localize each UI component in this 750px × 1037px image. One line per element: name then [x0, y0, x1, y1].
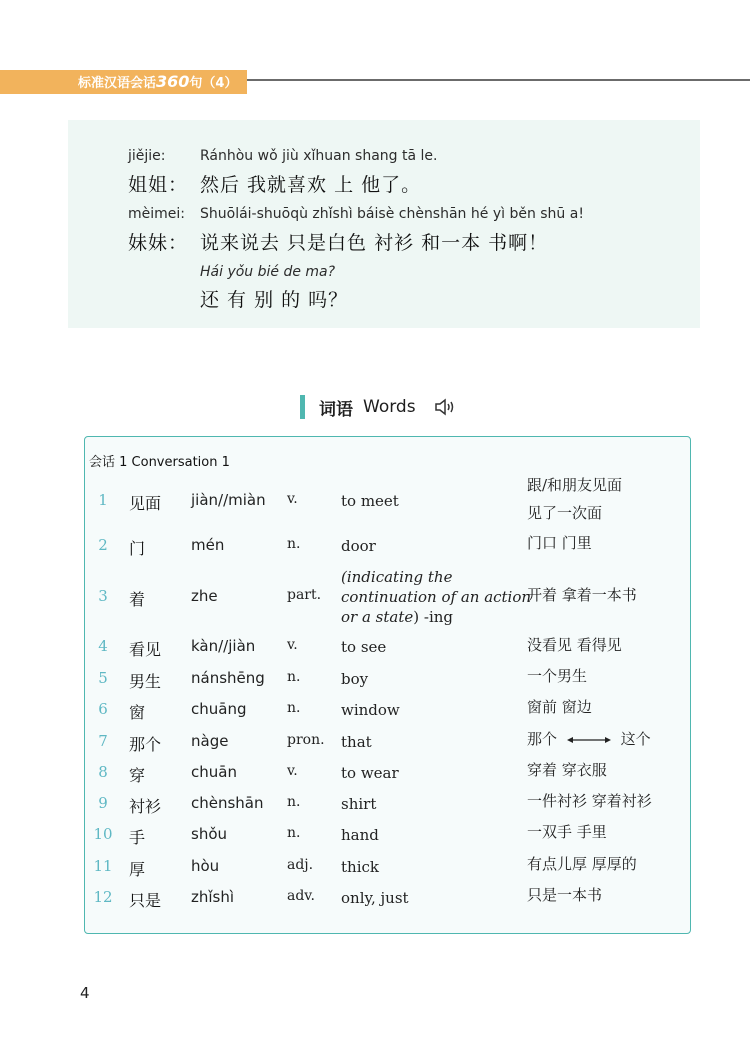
vocab-meaning: hand: [341, 826, 379, 844]
vocab-number: 12: [93, 888, 113, 906]
vocab-pos: v.: [287, 491, 298, 507]
vocab-number: 10: [93, 825, 113, 843]
vocab-number: 9: [98, 794, 108, 812]
vocab-number: 3: [98, 587, 108, 605]
vocab-meaning: window: [341, 701, 400, 719]
vocab-pinyin: zhǐshì: [191, 888, 235, 906]
vocab-number: 2: [98, 536, 108, 554]
vocab-word: 那个: [129, 735, 162, 754]
vocab-number: 7: [98, 732, 108, 750]
vocab-pos: n.: [287, 825, 301, 841]
speaker-icon[interactable]: [434, 397, 456, 417]
page-number: 4: [80, 984, 90, 1002]
vocab-pos: v.: [287, 763, 298, 779]
vocab-word: 手: [129, 828, 146, 847]
vocab-meaning: or a state) -ing: [341, 608, 454, 626]
section-title: [300, 394, 456, 420]
vocab-example: 没看见 看得见: [527, 636, 622, 654]
vocab-word: 门: [129, 539, 146, 558]
vocab-pos: part.: [287, 587, 322, 603]
vocab-meaning: continuation of an action: [341, 588, 532, 606]
conversation-heading: 会话 1 Conversation 1: [89, 455, 230, 470]
vocab-number: 5: [98, 669, 108, 687]
vocab-meaning: to meet: [341, 492, 399, 510]
vocab-word: 男生: [129, 672, 162, 691]
vocab-example: 见了一次面: [527, 504, 603, 522]
vocab-pinyin: mén: [191, 536, 225, 554]
vocab-pinyin: jiàn//miàn: [191, 491, 266, 509]
vocab-pos: adv.: [287, 888, 316, 904]
vocab-example: [527, 725, 651, 753]
vocab-pos: v.: [287, 637, 298, 653]
speaker-pinyin-meimei: mèimei:: [128, 206, 185, 222]
vocab-example: 一双手 手里: [527, 823, 607, 841]
vocab-example: 只是一本书: [527, 886, 603, 904]
vocab-pos: n.: [287, 700, 301, 716]
vocab-number: 4: [98, 637, 108, 655]
speaker-pinyin-jiejie: jiějie:: [128, 148, 166, 164]
vocab-pos: pron.: [287, 732, 325, 748]
vocab-meaning: boy: [341, 670, 369, 688]
vocab-pinyin: chuān: [191, 763, 237, 781]
vocab-meaning: shirt: [341, 795, 377, 813]
example-left: 那个: [527, 730, 558, 748]
dialogue-line-pinyin: Ránhòu wǒ jiù xǐhuan shang tā le.: [200, 148, 438, 164]
section-title-zh: 词语: [319, 399, 353, 420]
vocab-pos: n.: [287, 794, 301, 810]
title-accent-bar: [300, 395, 305, 419]
vocab-pinyin: zhe: [191, 587, 218, 605]
header-title: 标准汉语会话360句（4）: [0, 70, 247, 94]
vocab-word: 穿: [129, 766, 146, 785]
vocab-pinyin: chuāng: [191, 700, 247, 718]
vocab-pinyin: nánshēng: [191, 669, 265, 687]
example-right: 这个: [620, 730, 651, 748]
vocab-meaning: door: [341, 537, 376, 555]
vocab-pinyin: hòu: [191, 857, 220, 875]
vocab-example: 一个男生: [527, 667, 588, 685]
vocab-example: 跟/和朋友见面: [527, 476, 623, 494]
dialogue-line-hanzi: 还 有 别 的 吗？: [200, 289, 349, 311]
dialogue-line-hanzi: 然后 我就喜欢 上 他了。: [200, 174, 422, 196]
vocab-number: 1: [98, 491, 108, 509]
dialogue-line-pinyin: Hái yǒu bié de ma?: [200, 264, 336, 280]
vocab-meaning: to wear: [341, 764, 399, 782]
vocab-word: 窗: [129, 703, 146, 722]
vocab-word: 只是: [129, 891, 162, 910]
vocab-card: [84, 436, 691, 934]
vocab-meaning: that: [341, 733, 372, 751]
vocab-meaning: thick: [341, 858, 379, 876]
vocab-example: 一件衬衫 穿着衬衫: [527, 792, 652, 810]
section-title-en: Words: [363, 397, 416, 417]
vocab-pos: adj.: [287, 857, 314, 873]
vocab-number: 8: [98, 763, 108, 781]
vocab-meaning: (indicating the: [341, 568, 453, 586]
vocab-word: 着: [129, 590, 146, 609]
vocab-example: 门口 门里: [527, 534, 592, 552]
vocab-meaning: to see: [341, 638, 387, 656]
vocab-number: 6: [98, 700, 108, 718]
vocab-meaning: only, just: [341, 889, 409, 907]
double-arrow-icon: [566, 735, 612, 745]
header-rule: [247, 79, 750, 81]
vocab-pinyin: chènshān: [191, 794, 264, 812]
vocab-pinyin: kàn//jiàn: [191, 637, 256, 655]
vocab-example: 窗前 窗边: [527, 698, 592, 716]
vocab-number: 11: [93, 857, 113, 875]
vocab-pos: n.: [287, 536, 301, 552]
vocab-pinyin: nàge: [191, 732, 229, 750]
vocab-word: 看见: [129, 640, 162, 659]
vocab-word: 衬衫: [129, 797, 162, 816]
speaker-hanzi-jiejie: 姐姐：: [128, 174, 189, 196]
dialogue-line-hanzi: 说来说去 只是白色 衬衫 和一本 书啊！: [200, 232, 549, 254]
vocab-word: 见面: [129, 494, 162, 513]
dialogue-line-pinyin: Shuōlái-shuōqù zhǐshì báisè chènshān hé yì běn shū a!: [200, 206, 584, 222]
vocab-example: 开着 拿着一本书: [527, 586, 637, 604]
vocab-example: 穿着 穿衣服: [527, 761, 607, 779]
speaker-hanzi-meimei: 妹妹：: [128, 232, 189, 254]
vocab-example: 有点儿厚 厚厚的: [527, 855, 637, 873]
vocab-pinyin: shǒu: [191, 825, 228, 843]
vocab-word: 厚: [129, 860, 146, 879]
vocab-pos: n.: [287, 669, 301, 685]
